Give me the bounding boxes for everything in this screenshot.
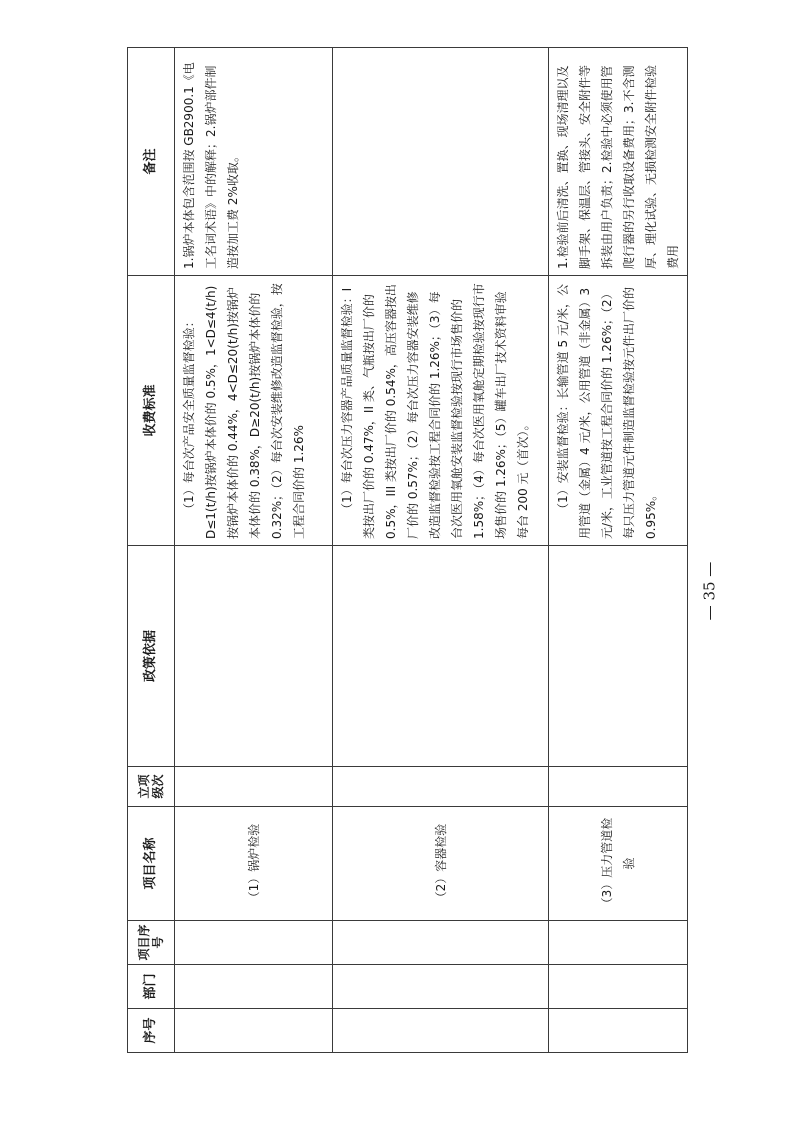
page-number-text: — 35 — — [700, 561, 718, 621]
cell-item-name: （1）锅炉检验 — [175, 807, 333, 921]
header-item-seq: 项目序号 — [128, 921, 175, 965]
cell-dept — [333, 965, 549, 1009]
page-number — [699, 551, 719, 631]
cell-remarks — [549, 48, 688, 276]
remarks-text: 1.锅炉本体包含范围按 GB2900.1《电工名词术语》中的解释；2.锅炉部件制造按加工费 2%收取。 — [182, 62, 240, 269]
cell-dept — [549, 965, 688, 1009]
header-dept: 部门 — [128, 965, 175, 1009]
header-level: 立项级次 — [128, 767, 175, 807]
cell-policy — [549, 546, 688, 767]
header-item-name: 项目名称 — [128, 807, 175, 921]
table-row — [549, 48, 688, 1053]
cell-item-name: （3）压力管道检验 — [549, 807, 688, 921]
cell-remarks — [333, 48, 549, 276]
cell-item-name: （2）容器检验 — [333, 807, 549, 921]
table-row — [333, 48, 549, 1053]
cell-item-seq — [175, 921, 333, 965]
cell-seq — [549, 1009, 688, 1053]
cell-level — [333, 767, 549, 807]
header-seq: 序号 — [128, 1009, 175, 1053]
header-remarks: 备注 — [128, 48, 175, 276]
cell-seq — [333, 1009, 549, 1053]
fee-standard-table — [127, 47, 688, 1053]
remarks-text: 1.检验前后清洗、置换、现场清理以及脚手架、保温层、管接头、安全附件等拆装由用户负责；2.检验中必须使用管爬行器的另行收取设备费用；3.不含测厚、理化试验、无损检测安全附件检验费用 — [556, 64, 680, 269]
cell-remarks — [175, 48, 333, 276]
cell-level — [175, 767, 333, 807]
cell-seq — [175, 1009, 333, 1053]
header-standard: 收费标准 — [128, 276, 175, 546]
standard-text: （1）安装监督检验：长输管道 5 元/米，公用管道（金属）4 元/米，公用管道（非金属）3 元/米，工业管道按工程合同价的 1.26%；（2）每只压力管道元件制造监督检验按元件出厂价的 0.95%。 — [556, 284, 658, 539]
cell-item-seq — [333, 921, 549, 965]
standard-text: （1）每台次产品安全质量监督检验：D≤1(t/h)按锅炉本体价的 0.5%，1<D≤4(t/h)按锅炉本体价的 0.44%，4<D≤20(t/h)按锅炉本体价的 0.38%，D≥20(t/h)按锅炉本体价的 0.32%；（2）每台次安装维修改造监督检验，按工程合同价的 1.26% — [182, 283, 306, 539]
cell-standard — [549, 276, 688, 546]
cell-level — [549, 767, 688, 807]
cell-item-seq — [549, 921, 688, 965]
cell-standard — [333, 276, 549, 546]
cell-standard — [175, 276, 333, 546]
cell-policy — [333, 546, 549, 767]
rotated-table-area — [127, 48, 680, 1053]
header-row — [128, 48, 175, 1053]
cell-dept — [175, 965, 333, 1009]
cell-policy — [175, 546, 333, 767]
header-policy: 政策依据 — [128, 546, 175, 767]
standard-text: （1）每台次压力容器产品质量监督检验：I 类按出厂价的 0.47%，II 类、气瓶按出厂价的 0.5%，III 类按出厂价的 0.54%，高压容器按出厂价的 0.57%；（2）每台次压力容器安装维修改造监督检验按工程合同价的 1.26%；（3）每台次医用氧舱安装监督检验按现行市场售价的 1.58%；（4）每台次医用氧舱定期检验按现行市场售价的 1.26%；（5）罐车出厂技术资料审验每台 200 元（首次）。 — [340, 283, 530, 539]
table-row — [175, 48, 333, 1053]
